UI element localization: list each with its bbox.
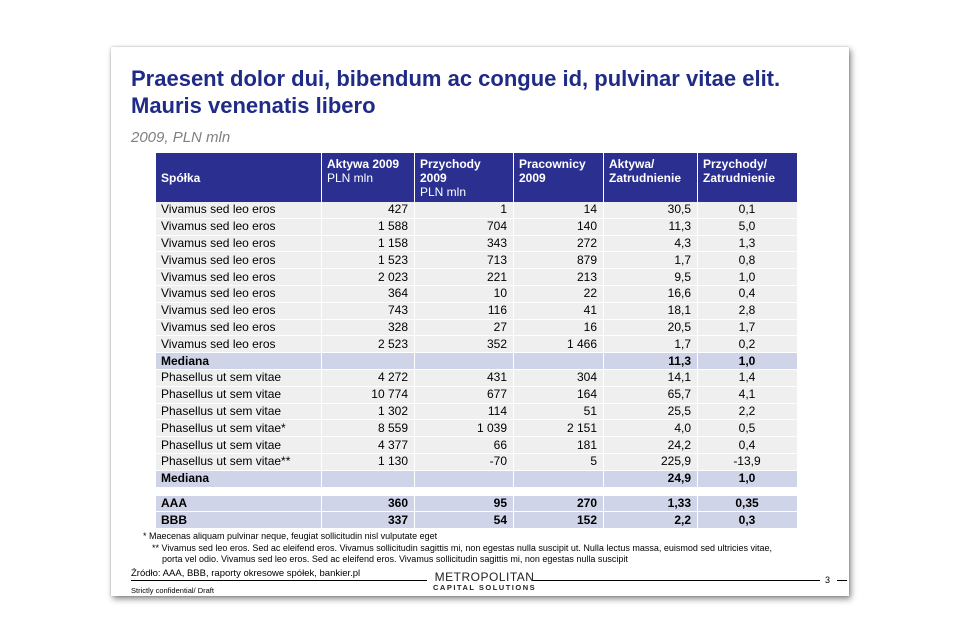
table-cell: 41 [514,303,603,320]
footer-line-end [837,580,847,581]
table-cell: 66 [415,437,513,454]
summary-row [156,471,797,488]
slide [111,47,849,596]
row-label: Vivamus sed leo eros [156,219,321,236]
spacer-cell [322,488,414,496]
table-cell: 10 774 [322,387,414,404]
row-label: Phasellus ut sem vitae [156,387,321,404]
row-label: Phasellus ut sem vitae [156,370,321,387]
table-cell: 1,33 [604,496,697,513]
table-cell: 2 523 [322,336,414,353]
row-label: Vivamus sed leo eros [156,236,321,253]
spacer-cell [415,488,513,496]
table-cell: -70 [415,454,513,471]
table-cell: 9,5 [604,269,697,286]
row-label: Phasellus ut sem vitae [156,404,321,421]
table-cell: 14 [514,202,603,219]
table-cell [415,353,513,370]
row-label: Vivamus sed leo eros [156,336,321,353]
header-assets-per-employee: Aktywa/ Zatrudnienie [604,153,697,202]
table-row [156,336,797,353]
header-company: Spółka [156,153,321,202]
table-cell: 1,0 [698,471,797,488]
table-row [156,320,797,337]
row-label: Vivamus sed leo eros [156,202,321,219]
header-assets: Aktywa 2009 PLN mln [322,153,414,202]
table-cell: 304 [514,370,603,387]
table-row [156,219,797,236]
table-cell: 95 [415,496,513,513]
table-cell: 16 [514,320,603,337]
slide-subtitle: 2009, PLN mln [131,129,231,146]
table-cell [322,471,414,488]
row-label: Mediana [156,353,321,370]
table-cell: 1,7 [698,320,797,337]
table-cell: 1 130 [322,454,414,471]
table-cell: 11,3 [604,353,697,370]
table-cell: 1 039 [415,420,513,437]
spacer-cell [698,488,797,496]
table-cell: 360 [322,496,414,513]
table-cell: 221 [415,269,513,286]
table-cell: 364 [322,286,414,303]
table-cell: 1,7 [604,336,697,353]
table-cell: 4 272 [322,370,414,387]
table-cell: -13,9 [698,454,797,471]
table-cell: 337 [322,512,414,529]
table-cell: 181 [514,437,603,454]
table-cell: 1,7 [604,252,697,269]
table-cell: 225,9 [604,454,697,471]
table-row [156,370,797,387]
table-cell: 879 [514,252,603,269]
table-row [156,252,797,269]
table-cell: 20,5 [604,320,697,337]
table-cell: 0,1 [698,202,797,219]
header-revenue-per-employee: Przychody/ Zatrudnienie [698,153,797,202]
table-cell: 713 [415,252,513,269]
table-cell: 51 [514,404,603,421]
table-cell: 4,0 [604,420,697,437]
table-cell: 0,4 [698,286,797,303]
company-logo [433,571,536,593]
table-cell: 2,8 [698,303,797,320]
table-cell: 1,3 [698,236,797,253]
table-cell: 2 023 [322,269,414,286]
table-cell: 8 559 [322,420,414,437]
table-cell: 18,1 [604,303,697,320]
table-row [156,269,797,286]
table-cell: 24,9 [604,471,697,488]
table-cell: 2 151 [514,420,603,437]
table-cell: 5 [514,454,603,471]
table-cell: 152 [514,512,603,529]
logo-line-1: METROPOLITAN [434,570,535,584]
row-label: Vivamus sed leo eros [156,269,321,286]
table-row [156,454,797,471]
logo-line-2: CAPITAL SOLUTIONS [433,583,537,592]
table-cell: 743 [322,303,414,320]
row-label: Mediana [156,471,321,488]
table-cell: 164 [514,387,603,404]
table-cell: 270 [514,496,603,513]
table-row [156,303,797,320]
summary-row [156,496,797,513]
table-cell: 427 [322,202,414,219]
row-label: Vivamus sed leo eros [156,320,321,337]
table-cell: 704 [415,219,513,236]
header-employees: Pracownicy 2009 [514,153,603,202]
table-cell: 1,0 [698,269,797,286]
header-revenue: Przychody 2009 PLN mln [415,153,513,202]
table-cell: 0,4 [698,437,797,454]
data-table [155,153,798,529]
spacer-cell [604,488,697,496]
table-cell: 1,0 [698,353,797,370]
spacer-cell [156,488,321,496]
table-cell [415,471,513,488]
table-cell: 352 [415,336,513,353]
table-cell: 14,1 [604,370,697,387]
row-label: BBB [156,512,321,529]
table-cell: 10 [415,286,513,303]
table-cell: 0,3 [698,512,797,529]
table-cell: 0,5 [698,420,797,437]
table-cell: 65,7 [604,387,697,404]
table-cell: 1,4 [698,370,797,387]
table-cell: 27 [415,320,513,337]
row-label: Phasellus ut sem vitae [156,437,321,454]
source-note: Źródło: AAA, BBB, raporty okresowe spółek, bankier.pl [131,568,361,579]
table-cell: 11,3 [604,219,697,236]
table-cell: 25,5 [604,404,697,421]
slide-title: Praesent dolor dui, bibendum ac congue id, pulvinar vitae elit. Mauris venenatis libero [131,66,781,118]
table-cell [514,353,603,370]
row-label: AAA [156,496,321,513]
table-cell: 4,1 [698,387,797,404]
spacer-cell [514,488,603,496]
table-cell [322,353,414,370]
row-label: Vivamus sed leo eros [156,252,321,269]
table-cell: 1 466 [514,336,603,353]
table-header-row [156,153,797,202]
table-cell: 1 523 [322,252,414,269]
table-cell: 343 [415,236,513,253]
row-label: Vivamus sed leo eros [156,286,321,303]
table-cell: 1 302 [322,404,414,421]
summary-row [156,512,797,529]
table-cell: 1 588 [322,219,414,236]
table-cell: 30,5 [604,202,697,219]
table-spacer-row [156,488,797,496]
footnote-2: ** Vivamus sed leo eros. Sed ac eleifend eros. Vivamus sollicitudin sagittis mi, non egestas nulla suscipit ut. Nulla lectus massa, euismod sed ultricies vitae, [152,542,772,553]
row-label: Phasellus ut sem vitae** [156,454,321,471]
confidential-label: Strictly confidential/ Draft [131,586,214,595]
table-cell: 677 [415,387,513,404]
table-row [156,202,797,219]
footnote-2-cont: porta vel odio. Vivamus sed leo eros. Sed ac eleifend eros. Vivamus sollicitudin sagittis mi, non egestas nulla suscipit [162,554,628,564]
table-cell: 16,6 [604,286,697,303]
footnote-1: * Maecenas aliquam pulvinar neque, feugiat sollicitudin nisl vulputate eget [143,531,438,541]
table-cell: 328 [322,320,414,337]
footer-line-left [131,580,427,581]
table-cell: 2,2 [604,512,697,529]
table-row [156,387,797,404]
table-cell: 140 [514,219,603,236]
table-cell: 116 [415,303,513,320]
table-cell: 4 377 [322,437,414,454]
table-cell: 54 [415,512,513,529]
table-cell: 5,0 [698,219,797,236]
footer-line-right [532,580,820,581]
row-label: Phasellus ut sem vitae* [156,420,321,437]
table-cell: 0,2 [698,336,797,353]
table-row [156,420,797,437]
table-cell: 2,2 [698,404,797,421]
row-label: Vivamus sed leo eros [156,303,321,320]
table-cell [514,471,603,488]
table-row [156,437,797,454]
table-cell: 272 [514,236,603,253]
table-row [156,236,797,253]
page-number: 3 [825,575,831,585]
table-cell: 4,3 [604,236,697,253]
footnotes [131,531,772,566]
table-cell: 1 [415,202,513,219]
table-cell: 22 [514,286,603,303]
table-cell: 114 [415,404,513,421]
table-row [156,286,797,303]
table-row [156,404,797,421]
table-cell: 24,2 [604,437,697,454]
summary-row [156,353,797,370]
table-cell: 213 [514,269,603,286]
table-cell: 431 [415,370,513,387]
table-cell: 0,8 [698,252,797,269]
table-cell: 0,35 [698,496,797,513]
table-cell: 1 158 [322,236,414,253]
